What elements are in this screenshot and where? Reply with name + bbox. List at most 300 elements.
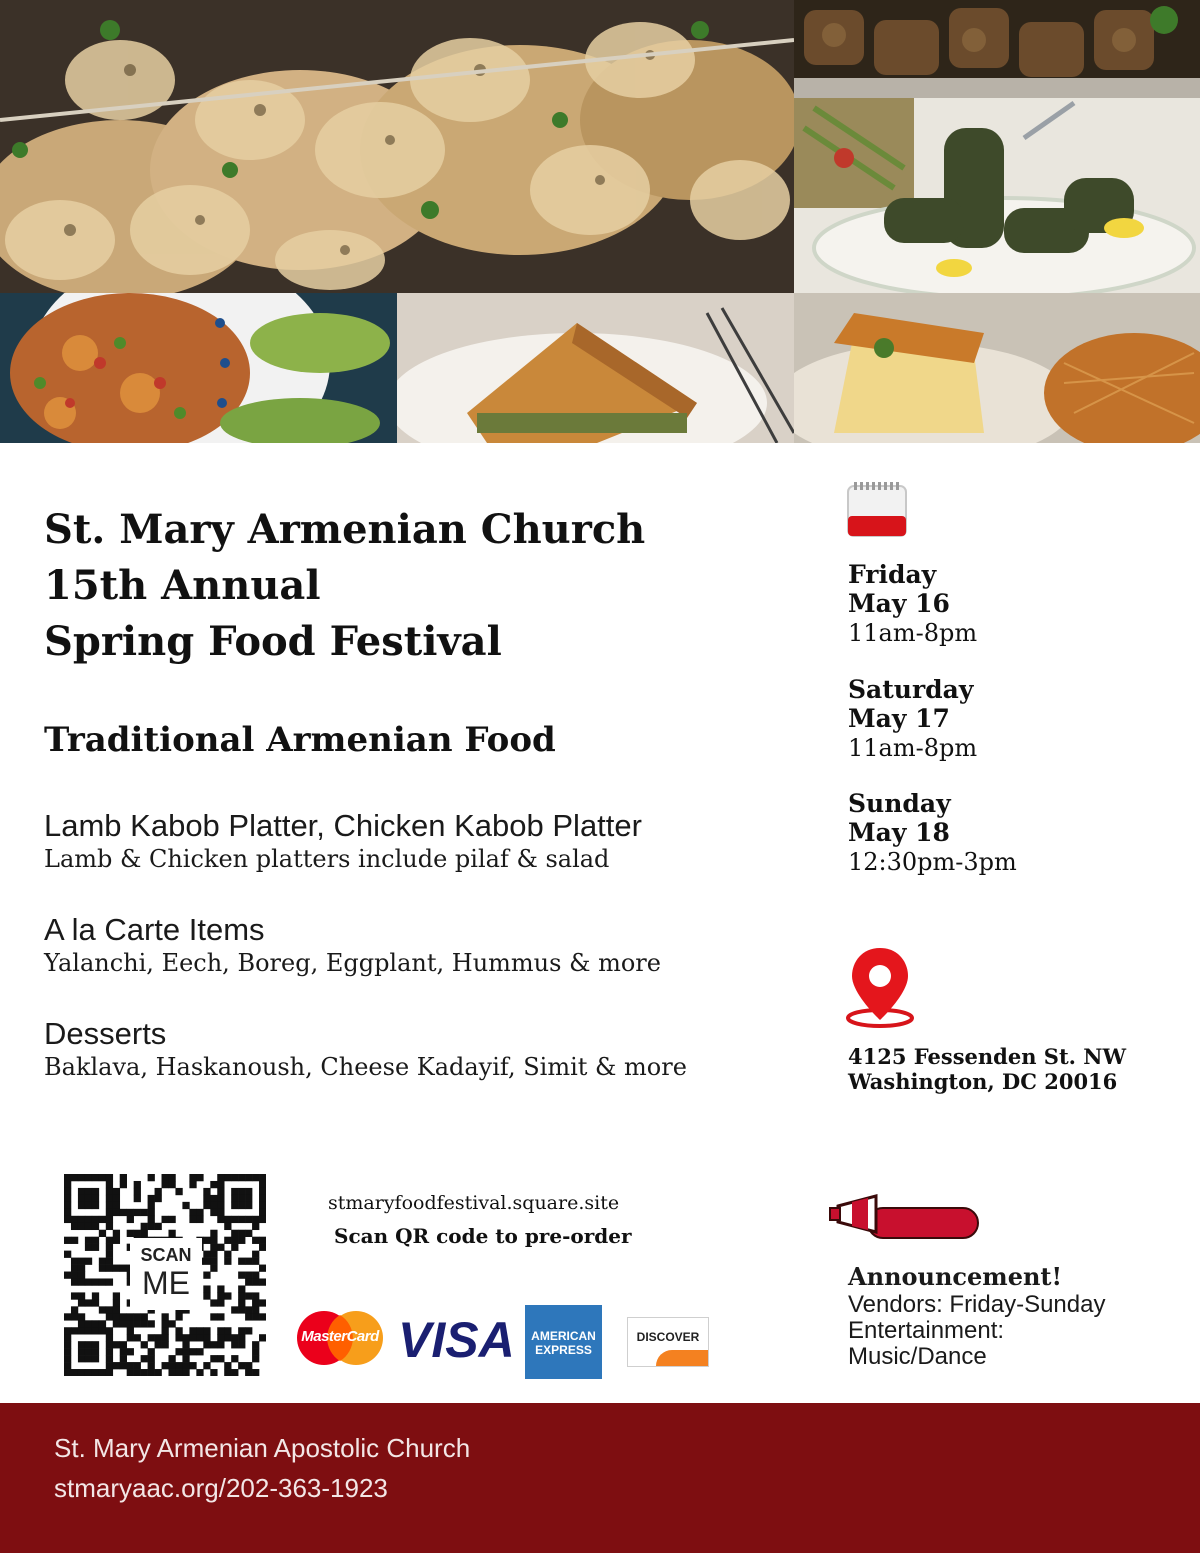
qr-module xyxy=(210,1258,217,1265)
qr-module xyxy=(113,1202,120,1209)
qr-module xyxy=(64,1362,71,1369)
qr-module xyxy=(231,1188,238,1195)
qr-module xyxy=(231,1202,238,1209)
qr-module xyxy=(106,1265,113,1272)
qr-module xyxy=(106,1362,113,1369)
qr-module xyxy=(148,1355,155,1362)
qr-module xyxy=(106,1251,113,1258)
qr-module xyxy=(231,1230,238,1237)
qr-module xyxy=(106,1181,113,1188)
photo-kadayif xyxy=(794,293,1200,443)
qr-module xyxy=(92,1278,99,1285)
qr-module xyxy=(168,1216,175,1223)
qr-module xyxy=(134,1369,141,1376)
qr-module xyxy=(113,1313,120,1320)
footer xyxy=(0,1403,1200,1553)
qr-module xyxy=(127,1320,134,1327)
qr-module xyxy=(175,1348,182,1355)
qr-module xyxy=(71,1327,78,1334)
schedule-time: 11am-8pm xyxy=(848,734,978,762)
qr-module xyxy=(238,1174,245,1181)
qr-module xyxy=(203,1341,210,1348)
qr-module xyxy=(168,1230,175,1237)
qr-module xyxy=(259,1181,266,1188)
qr-module xyxy=(168,1320,175,1327)
qr-module xyxy=(141,1313,148,1320)
qr-module xyxy=(259,1195,266,1202)
qr-module xyxy=(92,1327,99,1334)
qr-module xyxy=(141,1341,148,1348)
qr-module xyxy=(217,1188,224,1195)
event-title xyxy=(44,502,645,670)
qr-module xyxy=(245,1313,252,1320)
qr-module xyxy=(238,1230,245,1237)
qr-module xyxy=(252,1341,259,1348)
qr-module xyxy=(252,1292,259,1299)
qr-module xyxy=(71,1258,78,1265)
qr-module xyxy=(168,1174,175,1181)
qr-module xyxy=(106,1202,113,1209)
qr-module xyxy=(99,1174,106,1181)
qr-module xyxy=(92,1202,99,1209)
qr-module xyxy=(141,1230,148,1237)
qr-module xyxy=(127,1327,134,1334)
menu-group-title: Lamb Kabob Platter, Chicken Kabob Platter xyxy=(44,808,642,843)
qr-module xyxy=(99,1258,106,1265)
qr-module xyxy=(168,1355,175,1362)
qr-module xyxy=(203,1195,210,1202)
qr-module xyxy=(189,1362,196,1369)
qr-module xyxy=(127,1209,134,1216)
qr-module xyxy=(85,1216,92,1223)
qr-module xyxy=(113,1237,120,1244)
qr-module xyxy=(64,1202,71,1209)
qr-module xyxy=(64,1209,71,1216)
qr-module xyxy=(259,1244,266,1251)
megaphone-icon xyxy=(828,1188,982,1244)
qr-module xyxy=(113,1265,120,1272)
qr-module xyxy=(217,1216,224,1223)
qr-module xyxy=(85,1195,92,1202)
amex-logo: AMERICAN EXPRESS xyxy=(525,1305,602,1379)
qr-module xyxy=(252,1216,259,1223)
schedule-day: Saturday xyxy=(848,675,974,704)
qr-module xyxy=(64,1237,71,1244)
qr-module xyxy=(224,1174,231,1181)
qr-module xyxy=(238,1285,245,1292)
qr-module xyxy=(182,1348,189,1355)
qr-module xyxy=(85,1188,92,1195)
qr-module xyxy=(175,1313,182,1320)
qr-module xyxy=(245,1327,252,1334)
qr-module xyxy=(189,1334,196,1341)
qr-module xyxy=(64,1251,71,1258)
qr-module xyxy=(238,1216,245,1223)
qr-module xyxy=(127,1348,134,1355)
qr-module xyxy=(238,1237,245,1244)
schedule-date: May 17 xyxy=(848,704,950,733)
qr-module xyxy=(252,1313,259,1320)
qr-module xyxy=(106,1209,113,1216)
schedule-date: May 18 xyxy=(848,818,950,847)
qr-module xyxy=(217,1299,224,1306)
qr-module xyxy=(120,1313,127,1320)
qr-module xyxy=(217,1285,224,1292)
qr-module xyxy=(106,1327,113,1334)
qr-module xyxy=(196,1174,203,1181)
qr-module xyxy=(231,1244,238,1251)
qr-module xyxy=(196,1334,203,1341)
qr-module xyxy=(92,1320,99,1327)
menu-group-ala-carte xyxy=(44,912,661,978)
qr-module xyxy=(217,1334,224,1341)
photo-baklava xyxy=(397,293,794,443)
qr-module xyxy=(162,1341,169,1348)
address xyxy=(848,1044,1126,1094)
qr-module xyxy=(148,1320,155,1327)
qr-module xyxy=(64,1195,71,1202)
qr-module xyxy=(217,1341,224,1348)
qr-module xyxy=(231,1216,238,1223)
qr-module xyxy=(238,1341,245,1348)
qr-module xyxy=(148,1348,155,1355)
qr-module xyxy=(64,1355,71,1362)
qr-module xyxy=(85,1244,92,1251)
qr-module xyxy=(259,1299,266,1306)
qr-module xyxy=(189,1348,196,1355)
qr-module xyxy=(231,1237,238,1244)
qr-module xyxy=(210,1355,217,1362)
address-line1: 4125 Fessenden St. NW xyxy=(848,1044,1127,1069)
qr-module xyxy=(252,1369,259,1376)
qr-module xyxy=(168,1362,175,1369)
qr-module xyxy=(64,1174,71,1181)
qr-module xyxy=(203,1272,210,1279)
event-title-line2: 15th Annual xyxy=(44,562,321,609)
qr-module xyxy=(217,1292,224,1299)
qr-code[interactable] xyxy=(64,1174,266,1376)
qr-module xyxy=(120,1181,127,1188)
announcement xyxy=(848,1262,1105,1370)
menu-group-title: A la Carte Items xyxy=(44,912,265,947)
qr-module xyxy=(162,1174,169,1181)
qr-module xyxy=(259,1216,266,1223)
qr-module xyxy=(196,1369,203,1376)
qr-module xyxy=(217,1209,224,1216)
qr-module xyxy=(245,1202,252,1209)
qr-module xyxy=(231,1195,238,1202)
qr-module xyxy=(78,1272,85,1279)
qr-module xyxy=(189,1174,196,1181)
qr-module xyxy=(134,1195,141,1202)
qr-module xyxy=(196,1327,203,1334)
qr-module xyxy=(85,1348,92,1355)
qr-module xyxy=(64,1334,71,1341)
qr-module xyxy=(217,1202,224,1209)
qr-module xyxy=(99,1230,106,1237)
event-title-line3: Spring Food Festival xyxy=(44,618,502,665)
qr-module xyxy=(92,1174,99,1181)
qr-module xyxy=(85,1369,92,1376)
qr-module xyxy=(85,1355,92,1362)
announcement-line: Entertainment: xyxy=(848,1317,1005,1344)
qr-module xyxy=(106,1174,113,1181)
qr-module xyxy=(148,1202,155,1209)
announcement-line: Vendors: Friday-Sunday xyxy=(848,1291,1106,1318)
qr-module xyxy=(106,1355,113,1362)
qr-module xyxy=(78,1223,85,1230)
qr-module xyxy=(134,1334,141,1341)
qr-module xyxy=(203,1258,210,1265)
qr-module xyxy=(106,1348,113,1355)
qr-module xyxy=(92,1341,99,1348)
qr-module xyxy=(148,1369,155,1376)
qr-module xyxy=(113,1320,120,1327)
qr-module xyxy=(148,1209,155,1216)
qr-module xyxy=(92,1216,99,1223)
announcement-heading: Announcement! xyxy=(848,1262,1063,1291)
qr-module xyxy=(224,1369,231,1376)
visa-logo: VISA xyxy=(398,1312,515,1368)
qr-module xyxy=(148,1223,155,1230)
qr-module xyxy=(217,1355,224,1362)
qr-module xyxy=(217,1181,224,1188)
qr-module xyxy=(210,1202,217,1209)
qr-module xyxy=(92,1355,99,1362)
qr-module xyxy=(238,1202,245,1209)
qr-module xyxy=(245,1292,252,1299)
qr-module xyxy=(99,1216,106,1223)
qr-module xyxy=(106,1188,113,1195)
qr-module xyxy=(113,1292,120,1299)
qr-module xyxy=(71,1237,78,1244)
qr-module xyxy=(120,1265,127,1272)
qr-module xyxy=(148,1334,155,1341)
qr-module xyxy=(238,1195,245,1202)
qr-module xyxy=(134,1181,141,1188)
qr-module xyxy=(182,1202,189,1209)
qr-module xyxy=(127,1313,134,1320)
qr-module xyxy=(64,1272,71,1279)
qr-module xyxy=(168,1369,175,1376)
qr-module xyxy=(196,1209,203,1216)
qr-module xyxy=(148,1216,155,1223)
schedule-time: 12:30pm-3pm xyxy=(848,848,1017,876)
qr-module xyxy=(175,1362,182,1369)
schedule-sunday xyxy=(848,789,1017,877)
qr-module xyxy=(175,1188,182,1195)
qr-module xyxy=(92,1292,99,1299)
qr-module xyxy=(120,1174,127,1181)
qr-module xyxy=(64,1181,71,1188)
qr-module xyxy=(78,1369,85,1376)
qr-module xyxy=(238,1272,245,1279)
qr-module xyxy=(71,1265,78,1272)
qr-module xyxy=(78,1216,85,1223)
qr-module xyxy=(92,1369,99,1376)
qr-module xyxy=(148,1174,155,1181)
qr-module xyxy=(106,1278,113,1285)
qr-module xyxy=(141,1209,148,1216)
qr-module xyxy=(162,1327,169,1334)
qr-module xyxy=(245,1188,252,1195)
qr-module xyxy=(259,1202,266,1209)
qr-module xyxy=(141,1355,148,1362)
qr-module xyxy=(245,1230,252,1237)
qr-module xyxy=(210,1369,217,1376)
qr-module xyxy=(92,1188,99,1195)
qr-module xyxy=(231,1306,238,1313)
menu-group-desserts xyxy=(44,1016,687,1082)
qr-module xyxy=(196,1348,203,1355)
schedule-friday xyxy=(848,560,977,648)
qr-module xyxy=(85,1237,92,1244)
qr-module xyxy=(245,1369,252,1376)
qr-module xyxy=(85,1341,92,1348)
qr-module xyxy=(99,1278,106,1285)
qr-module xyxy=(120,1362,127,1369)
qr-module xyxy=(78,1341,85,1348)
qr-module xyxy=(134,1209,141,1216)
qr-module xyxy=(92,1223,99,1230)
qr-module xyxy=(99,1306,106,1313)
qr-module xyxy=(203,1202,210,1209)
qr-module xyxy=(224,1327,231,1334)
qr-module xyxy=(210,1237,217,1244)
qr-module xyxy=(85,1299,92,1306)
qr-module xyxy=(141,1369,148,1376)
qr-module xyxy=(252,1299,259,1306)
qr-module xyxy=(78,1188,85,1195)
qr-module xyxy=(120,1355,127,1362)
qr-module xyxy=(120,1209,127,1216)
qr-module xyxy=(113,1299,120,1306)
menu-group-detail: Baklava, Haskanoush, Cheese Kadayif, Simit & more xyxy=(44,1053,687,1081)
qr-module xyxy=(92,1244,99,1251)
qr-module xyxy=(189,1216,196,1223)
qr-module xyxy=(64,1313,71,1320)
qr-module xyxy=(71,1369,78,1376)
photo-grape-leaves xyxy=(794,98,1200,293)
menu-group-detail: Yalanchi, Eech, Boreg, Eggplant, Hummus & more xyxy=(44,949,661,977)
qr-module xyxy=(189,1181,196,1188)
photo-tabbouleh xyxy=(0,293,397,443)
qr-module xyxy=(210,1299,217,1306)
qr-module xyxy=(64,1348,71,1355)
qr-module xyxy=(134,1320,141,1327)
qr-module xyxy=(245,1306,252,1313)
qr-module xyxy=(224,1334,231,1341)
qr-module xyxy=(182,1369,189,1376)
qr-module xyxy=(106,1334,113,1341)
qr-module xyxy=(78,1292,85,1299)
qr-module xyxy=(245,1278,252,1285)
qr-module xyxy=(155,1188,162,1195)
qr-module xyxy=(99,1369,106,1376)
qr-module xyxy=(231,1334,238,1341)
qr-module xyxy=(238,1306,245,1313)
qr-module xyxy=(203,1362,210,1369)
qr-module xyxy=(252,1348,259,1355)
qr-module xyxy=(113,1209,120,1216)
qr-module xyxy=(85,1202,92,1209)
qr-module xyxy=(210,1230,217,1237)
mastercard-logo: MasterCard xyxy=(294,1310,386,1366)
qr-module xyxy=(245,1195,252,1202)
qr-module xyxy=(224,1251,231,1258)
order-site-url[interactable]: stmaryfoodfestival.square.site xyxy=(328,1192,620,1214)
qr-module xyxy=(203,1327,210,1334)
qr-module xyxy=(238,1258,245,1265)
qr-module xyxy=(224,1216,231,1223)
menu-heading: Traditional Armenian Food xyxy=(44,720,556,760)
qr-module xyxy=(71,1272,78,1279)
qr-module xyxy=(259,1174,266,1181)
event-title-line1: St. Mary Armenian Church xyxy=(44,506,646,553)
qr-module xyxy=(203,1334,210,1341)
qr-module xyxy=(245,1216,252,1223)
qr-module xyxy=(78,1195,85,1202)
qr-module xyxy=(64,1341,71,1348)
qr-module xyxy=(134,1188,141,1195)
qr-module xyxy=(64,1188,71,1195)
qr-module xyxy=(210,1181,217,1188)
qr-module xyxy=(78,1258,85,1265)
qr-module xyxy=(175,1327,182,1334)
qr-module xyxy=(134,1362,141,1369)
qr-module xyxy=(134,1313,141,1320)
qr-module xyxy=(196,1216,203,1223)
qr-module xyxy=(155,1334,162,1341)
qr-module xyxy=(71,1306,78,1313)
qr-module xyxy=(106,1369,113,1376)
qr-module xyxy=(71,1313,78,1320)
qr-module xyxy=(245,1174,252,1181)
qr-module xyxy=(120,1320,127,1327)
qr-module xyxy=(182,1355,189,1362)
qr-module xyxy=(162,1362,169,1369)
schedule-saturday xyxy=(848,675,977,763)
qr-module xyxy=(189,1327,196,1334)
location-pin-icon xyxy=(844,944,916,1030)
qr-module xyxy=(78,1299,85,1306)
photo-chicken-kabob xyxy=(0,0,794,293)
qr-module xyxy=(92,1299,99,1306)
qr-module xyxy=(162,1313,169,1320)
qr-module xyxy=(113,1362,120,1369)
qr-module xyxy=(210,1265,217,1272)
schedule-time: 11am-8pm xyxy=(848,619,978,647)
qr-module xyxy=(78,1174,85,1181)
footer-contact[interactable]: stmaryaac.org/202-363-1923 xyxy=(54,1473,388,1503)
qr-module xyxy=(217,1244,224,1251)
qr-module xyxy=(71,1174,78,1181)
qr-module xyxy=(259,1188,266,1195)
qr-module xyxy=(252,1237,259,1244)
qr-module xyxy=(231,1355,238,1362)
qr-module xyxy=(92,1348,99,1355)
qr-module xyxy=(99,1327,106,1334)
qr-module xyxy=(238,1188,245,1195)
schedule-date: May 16 xyxy=(848,589,950,618)
qr-module xyxy=(175,1334,182,1341)
schedule-day: Friday xyxy=(848,560,937,589)
qr-module xyxy=(259,1278,266,1285)
qr-module xyxy=(245,1362,252,1369)
qr-module xyxy=(106,1306,113,1313)
qr-module xyxy=(224,1292,231,1299)
qr-module xyxy=(259,1313,266,1320)
